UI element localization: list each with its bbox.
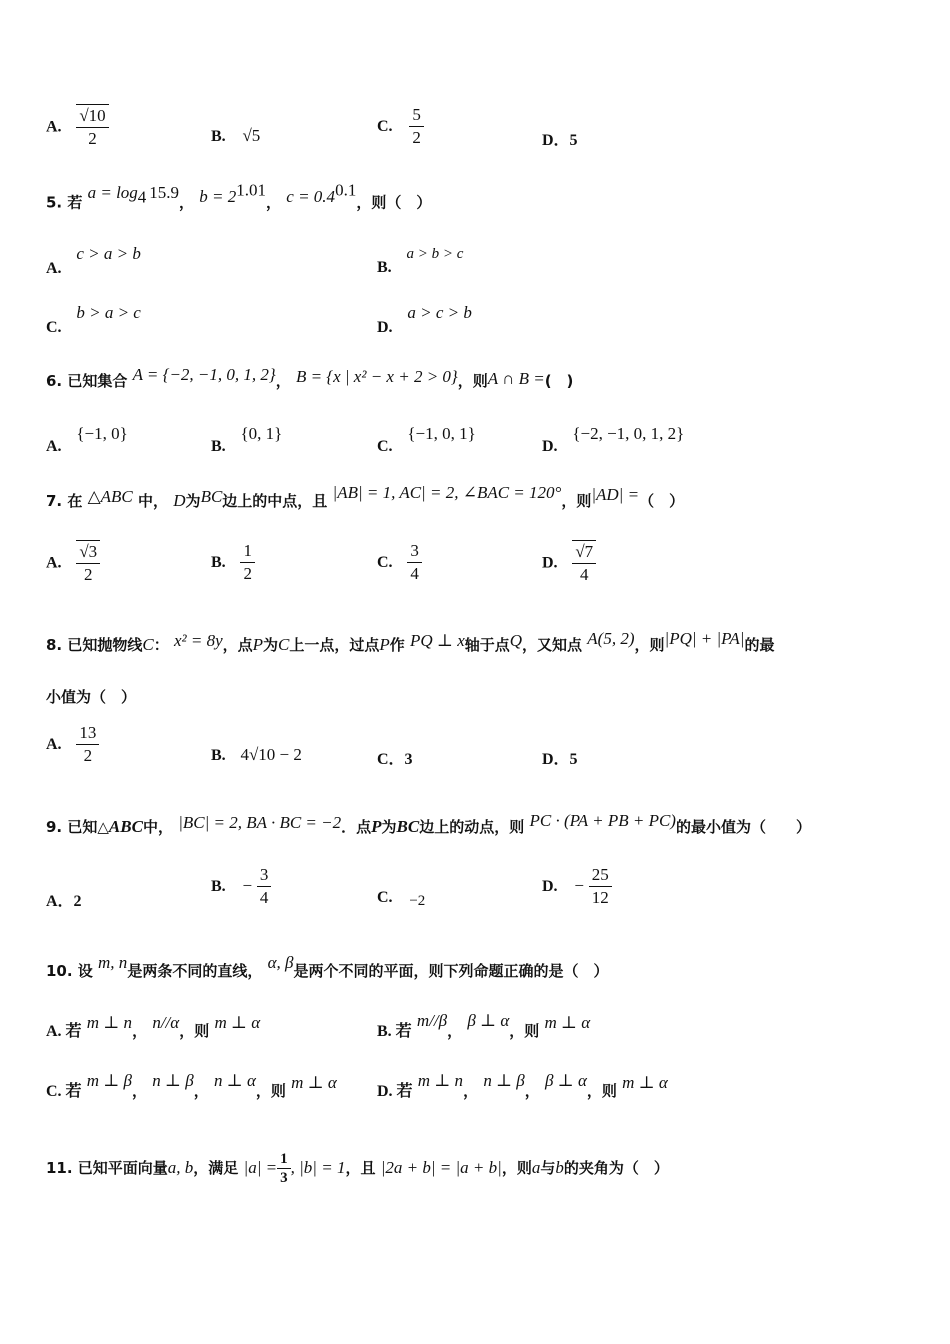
q4-option-a-label: A.: [46, 118, 62, 136]
q11-condition: |2a + b| = |a + b|: [380, 1158, 502, 1177]
q7-option-a: A. $\frac{√3}{2}$: [46, 540, 100, 586]
q8-stem: 8. 已知抛物线C： x² = 8y，点P为C上一点，过点P作 PQ ⊥ x轴于点Q，又知点 A(5, 2)，则|PQ| + |PA|的最: [46, 629, 775, 654]
q11-fraction: $\frac{1}{3}$: [277, 1150, 291, 1187]
q4-option-d: D．5: [542, 132, 578, 149]
q8-option-a: A. $\frac{13}{2}$: [46, 722, 99, 767]
q4-option-b-value: √5: [242, 126, 261, 145]
q9-stem: 9. 已知△ABC中， |BC| = 2, BA · BC = −2．点P为BC边上的动点，则 PC · (PA + PB + PC)的最小值为（ ）: [46, 811, 811, 836]
q10-option-c: C. 若 m ⊥ β， n ⊥ β， n ⊥ α，则 m ⊥ α: [46, 1071, 337, 1100]
q7-option-c: C. $\frac{3}{4}$: [377, 540, 422, 585]
q6-option-a: A. {−1, 0}: [46, 424, 128, 455]
q9-option-d: D. − $\frac{25}{12}$: [542, 864, 612, 909]
q7-option-d: D. $\frac{√7}{4}$: [542, 540, 596, 586]
q7-stem: 7. 在 △ABC 中， D为BC边上的中点，且 |AB| = 1, AC| = 2, ∠BAC = 120°，则|AD| =（ ）: [46, 483, 685, 510]
q6-option-b: B. {0, 1}: [211, 424, 283, 455]
q5-c-expr: $c = 0.4^{0.1}$: [286, 180, 357, 206]
q9-expression: PC · (PA + PB + PC): [529, 811, 676, 830]
q9-option-c: C. −2: [377, 889, 426, 909]
q9-option-a: A．2: [46, 893, 82, 910]
q5-option-d: D. a > c > b: [377, 303, 472, 336]
q6-option-d: D. {−2, −1, 0, 1, 2}: [542, 424, 685, 455]
q10-option-d: D. 若 m ⊥ n， n ⊥ β， β ⊥ α，则 m ⊥ α: [377, 1071, 668, 1100]
q6-option-c: C. {−1, 0, 1}: [377, 424, 476, 455]
q5-option-a: A. c > a > b: [46, 244, 141, 277]
q5-a-expr: $a = \log_4 15.9$: [87, 182, 180, 207]
q6-set-a: A = {−2, −1, 0, 1, 2}: [132, 365, 276, 384]
q8-option-b: B. 4√10 − 2: [211, 745, 302, 764]
q8-option-d: D．5: [542, 751, 578, 768]
q9-option-b: B. − $\frac{3}{4}$: [211, 864, 271, 909]
q10-option-a: A. 若 m ⊥ n， n//α，则 m ⊥ α: [46, 1013, 261, 1040]
q10-stem: 10. 设 m, n是两条不同的直线， α, β是两个不同的平面，则下列命题正确的是（ ）: [46, 953, 609, 980]
q5-stem: 5. 若 $a = \log_4 15.9$， $b = 2^{1.01}$， $c = 0.4^{0.1}$，则（ ）: [46, 180, 432, 212]
q4-option-a-fraction: $\frac{√10}{2}$: [76, 104, 108, 150]
q4-option-c: C. $\frac{5}{2}$: [377, 104, 424, 149]
q5-b-expr: $b = 2^{1.01}$: [199, 180, 267, 206]
q4-option-c-fraction: $\frac{5}{2}$: [409, 104, 424, 149]
q8-option-c: C．3: [377, 751, 413, 768]
q6-set-b: B = {x | x² − x + 2 > 0}: [295, 367, 458, 386]
q5-option-c: C. b > a > c: [46, 303, 141, 336]
q11-stem: 11. 已知平面向量a, b，满足 |a| = $\frac{1}{3}$ , |b| = 1，且 |2a + b| = |a + b|，则a与b的夹角为（ ）: [46, 1151, 669, 1186]
q7-condition: |AB| = 1, AC| = 2, ∠BAC = 120°: [332, 483, 562, 502]
q9-condition: |BC| = 2, BA · BC = −2: [178, 813, 342, 832]
q4-option-a: [46, 104, 109, 150]
q6-stem: 6. 已知集合 A = {−2, −1, 0, 1, 2}， B = {x | x² − x + 2 > 0}，则A ∩ B =( ): [46, 365, 574, 390]
q5-option-b: B. a > b > c: [377, 246, 464, 276]
q6-intersection: A ∩ B =: [487, 369, 545, 388]
q10-option-b: B. 若 m//β， β ⊥ α，则 m ⊥ α: [377, 1011, 591, 1040]
q4-option-b: B. √5: [211, 126, 261, 145]
q8-stem-line2: 小值为（ ）: [46, 688, 137, 706]
q7-option-b: B. $\frac{1}{2}$: [211, 540, 255, 585]
